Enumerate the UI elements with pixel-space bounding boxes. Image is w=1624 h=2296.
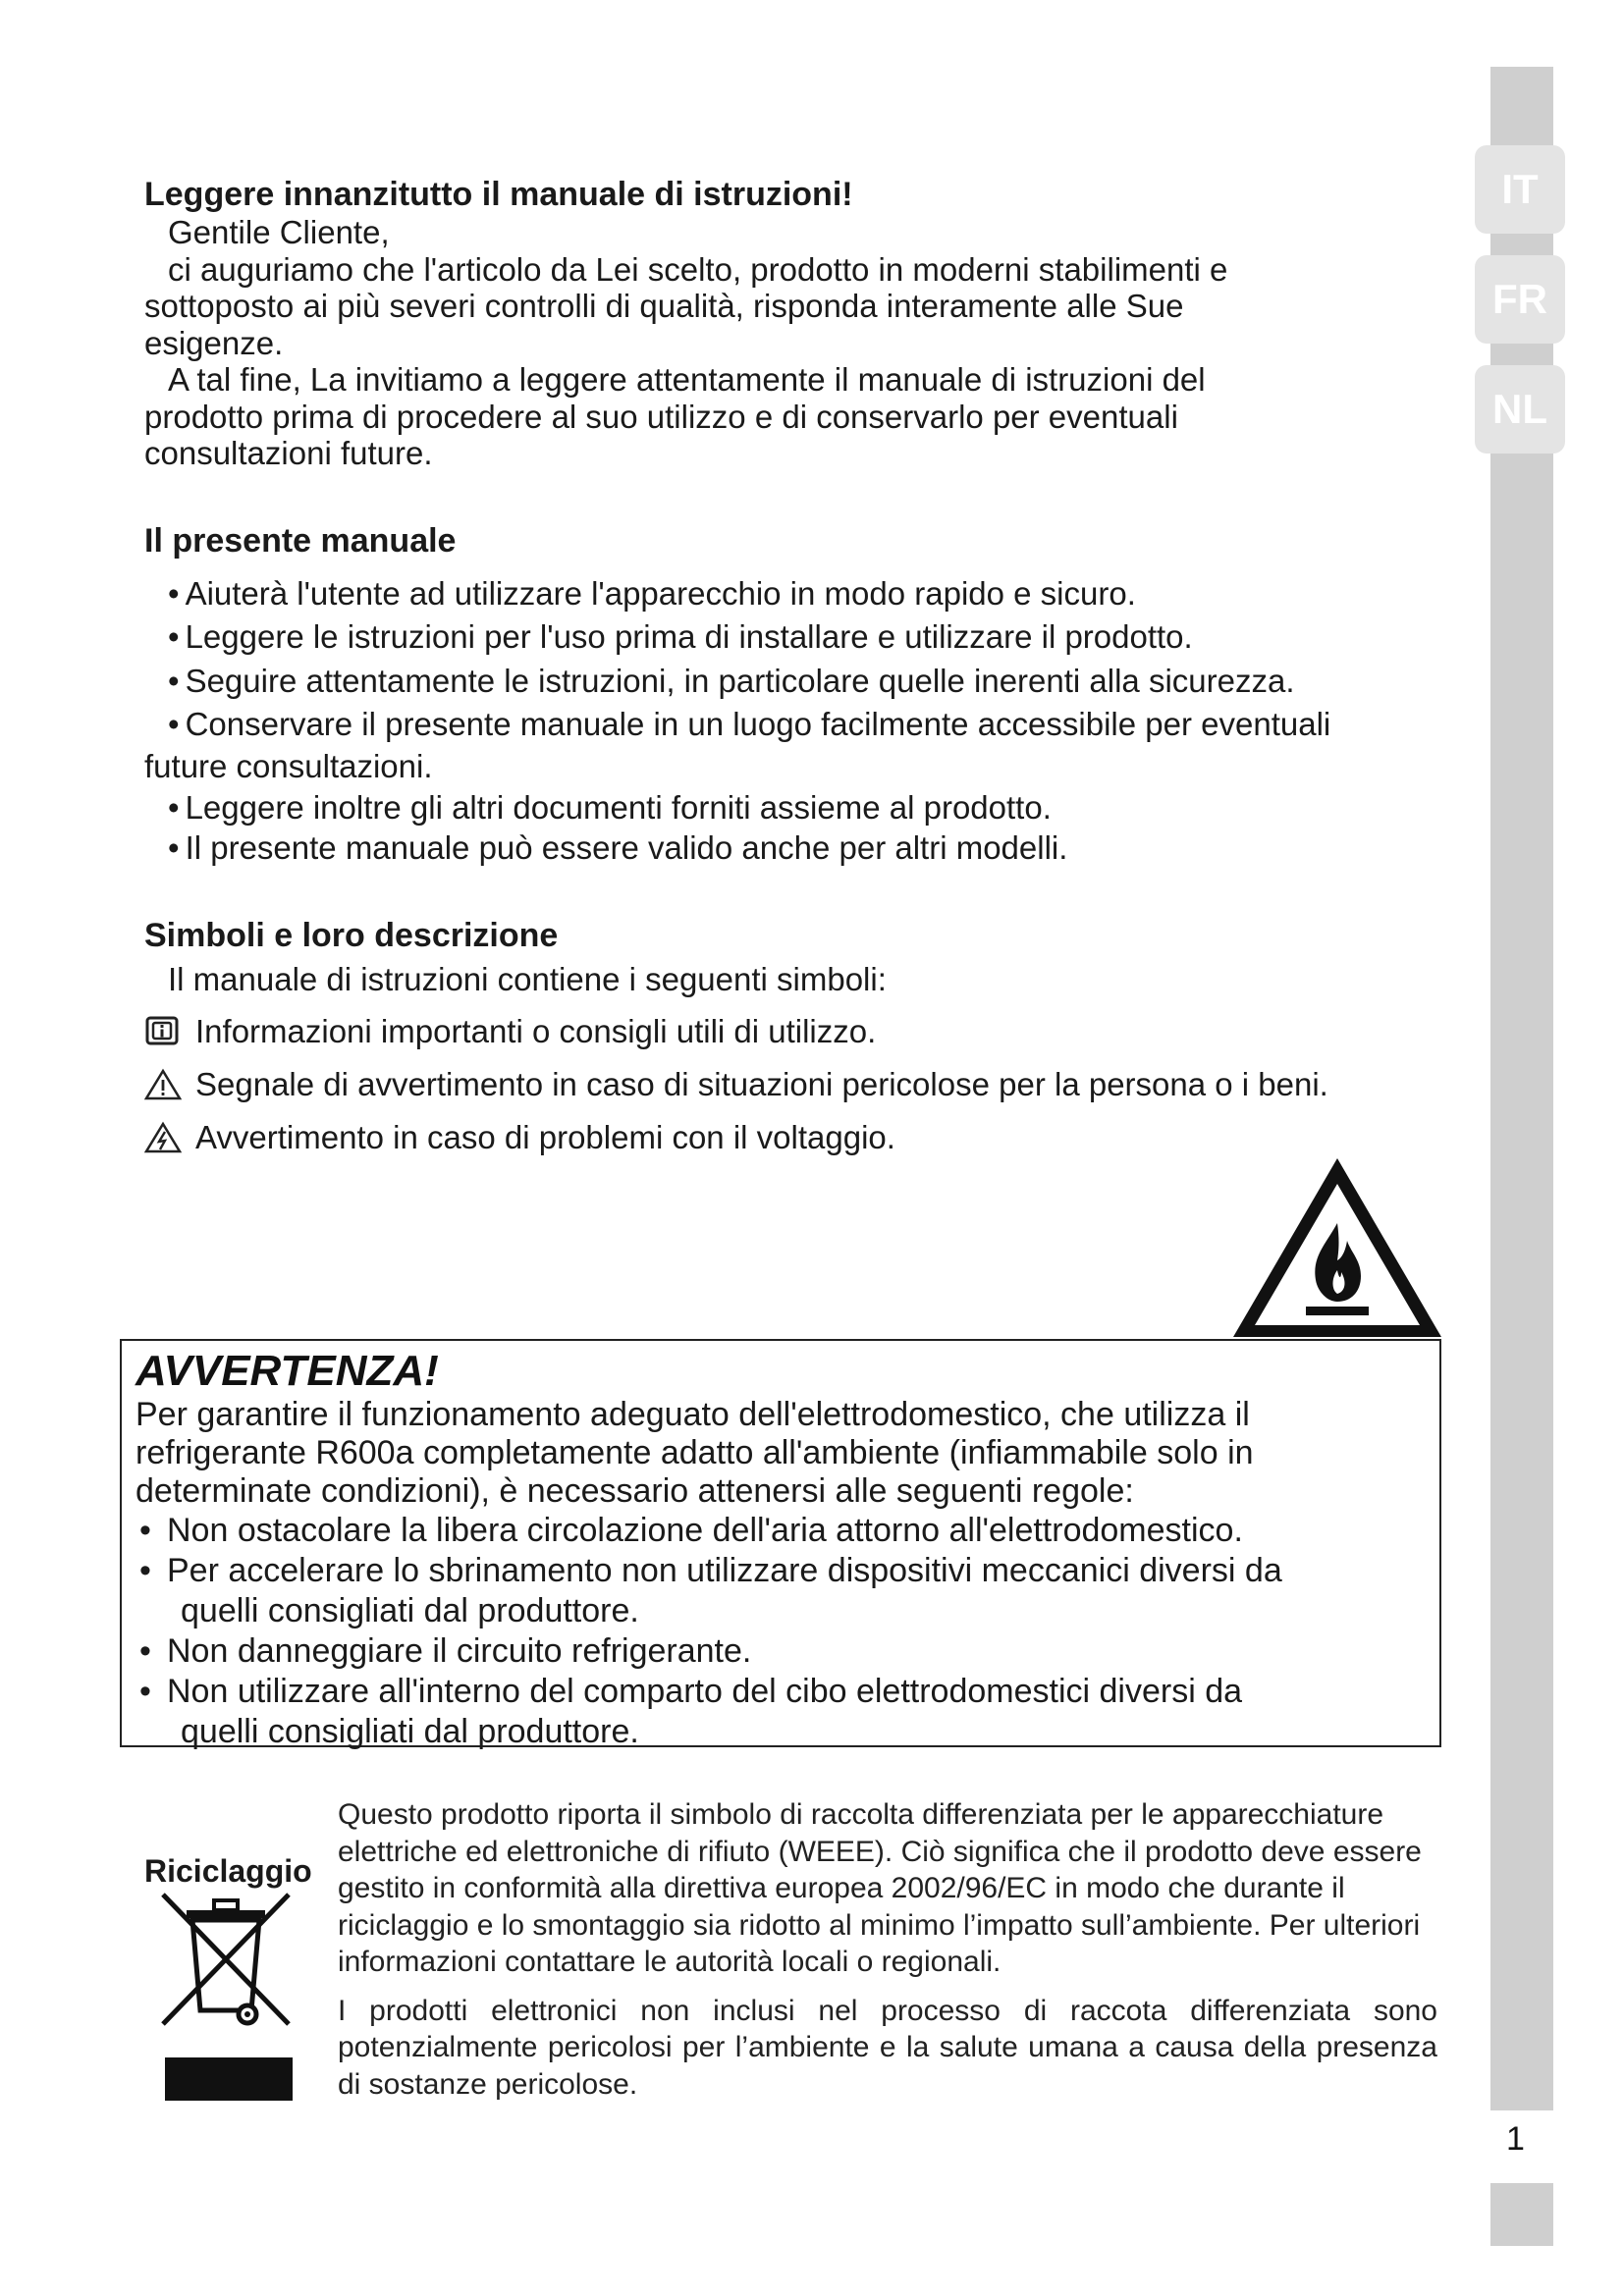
info-icon (144, 1015, 182, 1048)
recycling-para1: Questo prodotto riporta il simbolo di raccolta differenziata per le apparecchiature elettriche ed elettroniche di rifiuto (WEEE). Ciò significa che il prodotto deve essere gestito in conformità alla direttiva europea 2002/96/EC in modo che durante il riciclaggio e lo smontaggio sia ridotto al minimo l’impatto sull’ambiente. Per ulteriori informazioni contattare le autorità locali o regionali. (338, 1798, 1422, 1978)
symbols-heading: Simboli e loro descrizione (144, 917, 559, 954)
voltage-warning-icon (144, 1121, 182, 1154)
symbol-row-warning (144, 1065, 1450, 1104)
weee-black-bar (165, 2057, 293, 2101)
manual-heading: Il presente manuale (144, 521, 457, 560)
symbol-row-info (144, 1012, 1450, 1051)
warning-triangle-icon (144, 1068, 182, 1101)
list-item: • Il presente manuale può essere valido anche per altri modelli. (168, 829, 1068, 866)
crossed-bin-icon (157, 1889, 295, 2030)
list-item: • Per accelerare lo sbrinamento non utilizzare dispositivi meccanici diversi da quelli consigliati dal produttore. (139, 1552, 1282, 1629)
symbol-text: Informazioni importanti o consigli utili di utilizzo. (195, 1012, 877, 1049)
symbols-intro: Il manuale di istruzioni contiene i seguenti simboli: (168, 961, 887, 997)
language-tab-fr[interactable]: FR (1475, 255, 1565, 344)
list-item: • Leggere inoltre gli altri documenti forniti assieme al prodotto. (168, 788, 1052, 826)
warning-text: Per garantire il funzionamento adeguato dell'elettrodomestico, che utilizza il refrigerante R600a completamente adatto all'ambiente (infiammabile solo in determinate condizioni), è necessario attenersi alle seguenti regole: (135, 1396, 1254, 1510)
symbol-text: Segnale di avvertimento in caso di situazioni pericolose per la persona o i beni. (195, 1065, 1328, 1102)
list-item: • Non ostacolare la libera circolazione dell'aria attorno all'elettrodomestico. (139, 1512, 1243, 1549)
intro-para1-line1: ci auguriamo che l'articolo da Lei scelto, prodotto in moderni stabilimenti e (168, 250, 1228, 288)
flammable-warning-icon (1229, 1154, 1445, 1341)
manual-bullet-list (144, 572, 1450, 868)
warning-bullet-list (135, 1511, 1428, 1752)
list-item-continuation: future consultazioni. (144, 747, 433, 784)
intro-para2-rest: prodotto prima di procedere al suo utilizzo e di conservarlo per eventuali consultazioni future. (144, 398, 1178, 471)
warning-title: AVVERTENZA! (135, 1347, 439, 1395)
list-item: • Aiuterà l'utente ad utilizzare l'apparecchio in modo rapido e sicuro. (168, 574, 1136, 612)
list-item: • Seguire attentamente le istruzioni, in particolare quelle inerenti alla sicurezza. (168, 662, 1295, 699)
sidebar-bottom-block (1490, 2183, 1553, 2246)
symbol-row-voltage (144, 1118, 1450, 1157)
warning-box (120, 1339, 1441, 1750)
intro-heading: Leggere innanzitutto il manuale di istruzioni! (144, 176, 853, 213)
recycling-para2: I prodotti elettronici non inclusi nel processo di raccota differenziata sono potenzialmente pericolosi per l’ambiente e la salute umana a causa della presenza di sostanze pericolose. (338, 1994, 1437, 2101)
language-tab-nl[interactable]: NL (1475, 365, 1565, 454)
intro-para2-line1: A tal fine, La invitiamo a leggere attentamente il manuale di istruzioni del (168, 361, 1206, 398)
page-number: 1 (1506, 2120, 1525, 2158)
list-item: • Non danneggiare il circuito refrigerante. (139, 1632, 752, 1670)
language-tab-it[interactable]: IT (1475, 145, 1565, 234)
intro-para1-rest: sottoposto ai più severi controlli di qualità, risponda interamente alle Sue esigenze. (144, 288, 1184, 361)
main-content (144, 175, 1450, 1157)
list-item: • Conservare il presente manuale in un luogo facilmente accessibile per eventuali (168, 706, 1331, 742)
list-item: • Leggere le istruzioni per l'uso prima di installare e utilizzare il prodotto. (168, 618, 1193, 655)
greeting: Gentile Cliente, (168, 214, 390, 250)
list-item: • Non utilizzare all'interno del comparto del cibo elettrodomestici diversi da quelli consigliati dal produttore. (139, 1673, 1243, 1750)
symbol-text: Avvertimento in caso di problemi con il voltaggio. (195, 1118, 895, 1155)
recycling-text (338, 1796, 1437, 2103)
recycling-title: Riciclaggio (144, 1853, 312, 1889)
